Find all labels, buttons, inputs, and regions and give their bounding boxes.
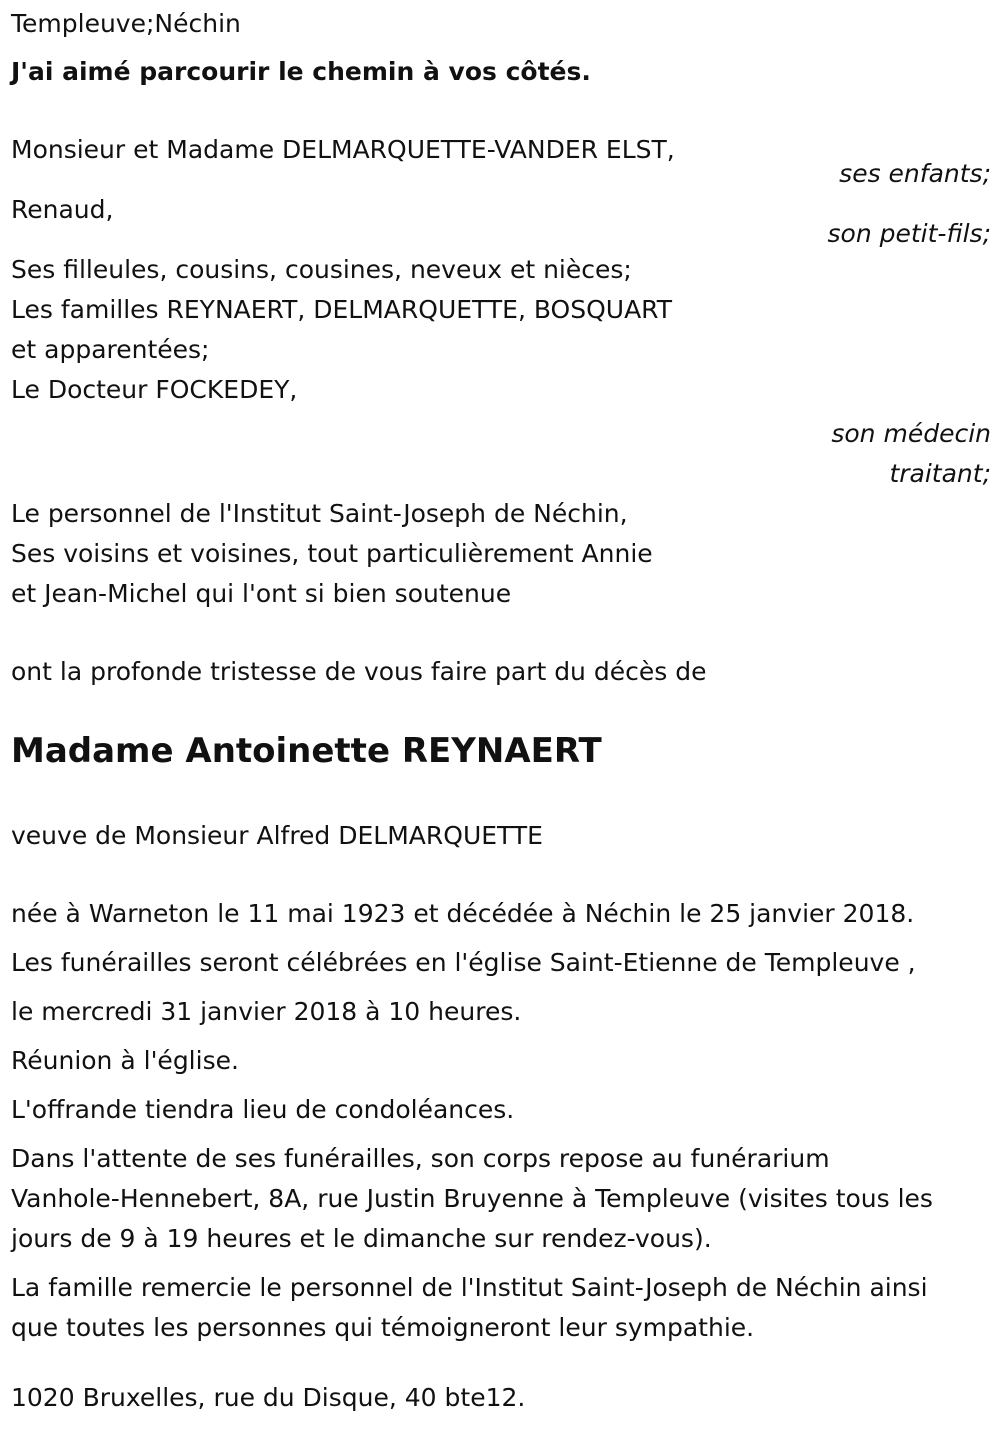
relatives-line: et apparentées; [11,335,210,364]
staff-line: Ses voisins et voisines, tout particulièrement Annie [11,539,653,568]
deceased-name: Madame Antoinette REYNAERT [11,731,602,771]
funeral-date: le mercredi 31 janvier 2018 à 10 heures. [11,997,522,1026]
address: 1020 Bruxelles, rue du Disque, 40 bte12. [11,1383,526,1412]
obituary-notice [11,0,991,1418]
doctor-role: traitant; [889,459,991,488]
funerarium-line: Dans l'attente de ses funérailles, son corps repose au funérarium [11,1144,830,1173]
funeral-church: Les funérailles seront célébrées en l'église Saint-Etienne de Templeuve , [11,948,916,977]
doctor-name: Le Docteur FOCKEDEY, [11,375,298,404]
grandson-role: son petit-fils; [827,219,991,248]
funerarium-line: jours de 9 à 19 heures et le dimanche sur rendez-vous). [11,1224,712,1253]
announcement: ont la profonde tristesse de vous faire part du décès de [11,657,707,686]
motto: J'ai aimé parcourir le chemin à vos côtés. [11,57,591,86]
staff-line: Le personnel de l'Institut Saint-Joseph de Néchin, [11,499,628,528]
thanks [11,1268,991,1348]
funerarium [11,1139,991,1259]
offering: L'offrande tiendra lieu de condoléances. [11,1095,515,1124]
thanks-line: que toutes les personnes qui témoigneront leur sympathie. [11,1313,755,1342]
place: Templeuve;Néchin [11,9,241,38]
grandson-name: Renaud, [11,195,114,224]
thanks-line: La famille remercie le personnel de l'Institut Saint-Joseph de Néchin ainsi [11,1273,928,1302]
birth-death: née à Warneton le 11 mai 1923 et décédée à Néchin le 25 janvier 2018. [11,899,915,928]
staff-line: et Jean-Michel qui l'ont si bien soutenue [11,579,512,608]
relatives-line: Les familles REYNAERT, DELMARQUETTE, BOSQUART [11,295,672,324]
children-name: Monsieur et Madame DELMARQUETTE-VANDER ELST, [11,135,675,164]
widow-of: veuve de Monsieur Alfred DELMARQUETTE [11,821,543,850]
children-role: ses enfants; [839,159,991,188]
funerarium-line: Vanhole-Hennebert, 8A, rue Justin Bruyenne à Templeuve (visites tous les [11,1184,933,1213]
relatives-line: Ses filleules, cousins, cousines, neveux et nièces; [11,255,632,284]
meeting: Réunion à l'église. [11,1046,239,1075]
doctor-role: son médecin [831,419,991,448]
